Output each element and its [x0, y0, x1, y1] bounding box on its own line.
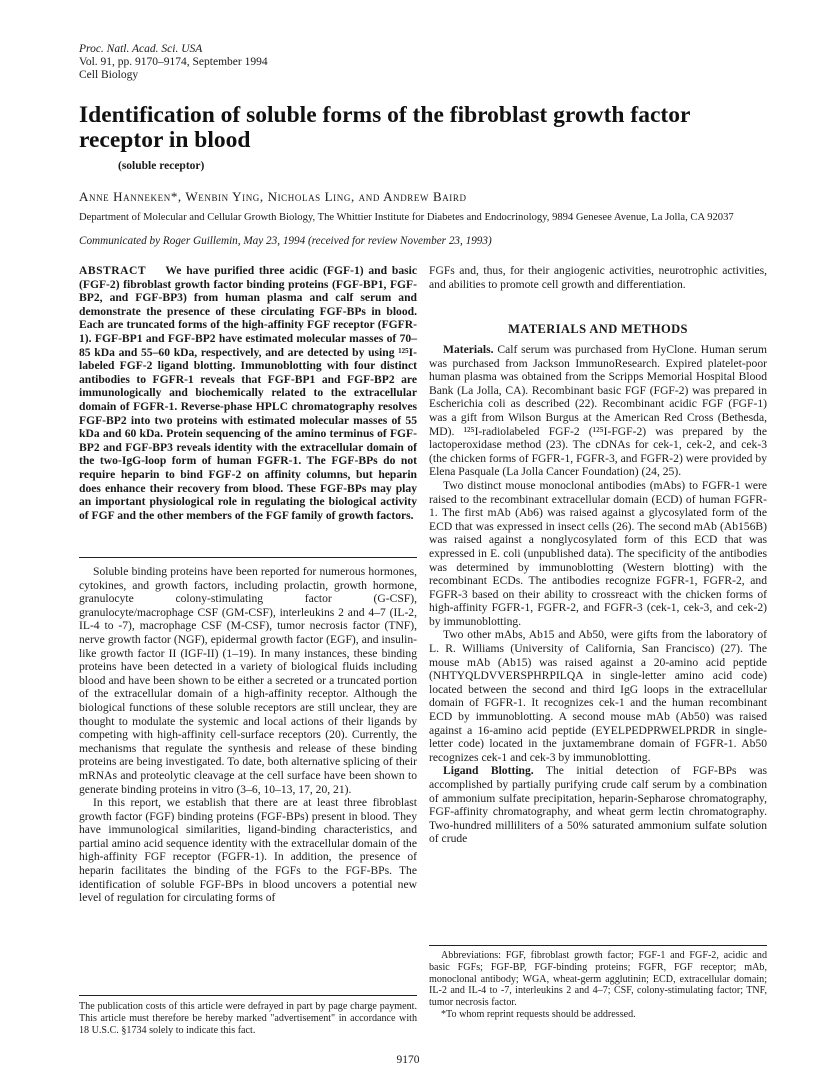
paper-title: Identification of soluble forms of the fibroblast growth factor receptor in blood	[79, 102, 690, 153]
methods-paragraph-3: Two other mAbs, Ab15 and Ab50, were gifts from the laboratory of L. R. Williams (University of California, San Francisco) (27). The mouse mAb (Ab15) was raised against a 20-amino acid peptide (NHTYQLDVVERSPHRPILQA in single-letter amino acid code) located between the second and third IgG loops in the extracellular domain of FGFR-1. It recognizes cek-1 and the human recombinant ECD by immunoblotting. A second mouse mAb (Ab50) was raised against a 16-amino acid peptide (EYELPEDPRWELPRDR in single-letter code) located in the juxtamembrane domain of FGFR-1. Ab50 recognizes cek-1 and cek-3 by immunoblotting.	[429, 628, 767, 764]
publication-cost-note: The publication costs of this article were defrayed in part by page charge payment. This article must therefore be hereby marked "advertisement" in accordance with 18 U.S.C. §1734 solely to indicate this fact.	[79, 1001, 417, 1036]
abstract-head: ABSTRACT	[79, 264, 147, 277]
journal-header	[79, 43, 268, 82]
communicated-by: Communicated by Roger Guillemin, May 23, 1994 (received for review November 23, 1993)	[79, 235, 492, 247]
journal-section: Cell Biology	[79, 69, 139, 81]
section-heading: MATERIALS AND METHODS	[508, 322, 688, 336]
ligand-blotting-lead: Ligand Blotting.	[443, 764, 534, 778]
authors: Anne Hanneken*, Wenbin Ying, Nicholas Ling, and Andrew Baird	[79, 189, 467, 204]
methods-paragraph-1: Materials. Calf serum was purchased from HyClone. Human serum was purchased from Jackson ImmunoResearch. Expired platelet-poor human plasma was obtained from the Scripps Memorial Hospital Blood Bank (La Jolla, CA). Recombinant basic FGF (FGF-2) was prepared in Escherichia coli as described (22). Recombinant acidic FGF (FGF-1) was a gift from Wilson Burgus at the American Red Cross (Bethesda, MD). ¹²⁵I-radiolabeled FGF-2 (¹²⁵I-FGF-2) was prepared by the lactoperoxidase method (23). The cDNAs for cek-1, cek-2, and cek-3 (the chicken forms of FGFR-1, FGFR-3, and FGFR-2) were provided by Elena Pasquale (La Jolla Cancer Foundation) (24, 25).	[429, 343, 767, 479]
affiliation: Department of Molecular and Cellular Growth Biology, The Whittier Institute for Diabetes and Endocrinology, 9894 Genesee Avenue, La Jolla, CA 92037	[79, 212, 734, 223]
footnote-divider-left	[79, 995, 417, 996]
methods-paragraph-2: Two distinct mouse monoclonal antibodies (mAbs) to FGFR-1 were raised to the recombinant extracellular domain (ECD) of human FGFR-1. The first mAb (Ab6) was raised against a glycosylated form of the ECD that was expressed in insect cells (26). The second mAb (Ab156B) was raised against a nonglycosylated form of this ECD that was expressed in E. coli (unpublished data). The specificity of the antibodies was determined by immunoblotting (Western blotting) with the recombinant ECDs. The antibodies recognize FGFR-1, FGFR-2, and FGFR-3 based on their ability to crossreact with the chicken forms of high-affinity FGFR-1, FGFR-2, and FGFR-3 (cek-1, cek-3, and cek-2) by immunoblotting.	[429, 478, 767, 628]
intro-paragraph-1: Soluble binding proteins have been reported for numerous hormones, cytokines, and growth factors, including prolactin, growth hormone, granulocyte colony-stimulating factor (G-CSF), granulocyte/macrophage CSF (GM-CSF), interleukins 2 and 4–7 (IL-2, IL-4 to -7), macrophage CSF (M-CSF), tumor necrosis factor (TNF), nerve growth factor (NGF), epidermal growth factor (EGF), and insulin-like growth factor II (IGF-II) (1–19). In many instances, these binding proteins have been detected in a variety of biological fluids including blood and have been shown to be either a secreted or a truncated portion of the extracellular domain of a high-affinity receptor. Although the biological functions of these soluble receptors are still unclear, they are thought to modulate the systemic and local actions of their ligands by competing with high-affinity cell-surface receptors (20). Currently, the mechanisms that regulate the synthesis and release of these binding proteins are being investigated. To date, both alternative splicing of their mRNAs and proteolytic cleavage at the cell surface have been shown to generate binding proteins in vitro (3–6, 10–13, 17, 20, 21).	[79, 565, 417, 796]
materials-lead: Materials.	[443, 343, 494, 356]
methods-paragraph-4: Ligand Blotting. The initial detection of FGF-BPs was accomplished by partially purifying crude calf serum by a combination of ammonium sulfate precipitation, heparin-Sepharose chromatography, FGF-affinity chromatography, and wheat germ lectin chromatography. Two-hundred milliliters of a 50% saturated ammonium sulfate solution of crude	[429, 764, 767, 846]
abbreviations-footnote: Abbreviations: FGF, fibroblast growth factor; FGF-1 and FGF-2, acidic and basic FGFs; FGF-BP, FGF-binding proteins; FGFR, FGF receptor; mAb, monoclonal antibody; WGA, wheat-germ agglutinin; ECD, extracellular domain; IL-2 and IL-4 to -7, interleukins 2 and 4–7; CSF, colony-stimulating factor; TNF, tumor necrosis factor.	[429, 950, 767, 1009]
introduction	[79, 565, 417, 905]
methods-section	[429, 343, 767, 846]
abstract-divider	[79, 557, 417, 558]
reprint-footnote: *To whom reprint requests should be addressed.	[441, 1008, 636, 1020]
journal-name: Proc. Natl. Acad. Sci. USA	[79, 43, 203, 55]
journal-volume: Vol. 91, pp. 9170–9174, September 1994	[79, 56, 268, 68]
footnotes	[429, 950, 767, 1021]
footnote-divider-right	[429, 945, 767, 946]
abstract	[79, 264, 417, 522]
keyword: (soluble receptor)	[118, 160, 205, 172]
abstract-text: We have purified three acidic (FGF-1) and basic (FGF-2) fibroblast growth factor binding proteins (FGF-BP1, FGF-BP2, and FGF-BP3) from human plasma and calf serum and demonstrate the presence of these circulating FGF-BPs in blood. Each are truncated forms of the high-affinity FGF receptor (FGFR-1). FGF-BP1 and FGF-BP2 have estimated molecular masses of 70–85 kDa and 55–60 kDa, respectively, and are detected by using ¹²⁵I-labeled FGF-2 ligand blotting. Immunoblotting with four distinct antibodies to FGFR-1 reveals that FGF-BP1 and FGF-BP2 are immunologically and biochemically related to the extracellular domain of FGFR-1. Reverse-phase HPLC chromatography resolves FGF-BP2 into two proteins with estimated molecular masses of 55 kDa and 60 kDa. Protein sequencing of the amino terminus of FGF-BP2 and FGF-BP3 reveals identity with the extracellular domain of the two-IgG-loop form of human FGFR-1. The FGF-BPs do not require heparin to bind FGF-2 on affinity columns, but heparin does enhance their recovery from blood. These FGF-BPs may play an important physiological role in regulating the biological activity of FGF and the other members of the FGF family of growth factors.	[79, 264, 417, 522]
intro-paragraph-2: In this report, we establish that there are at least three fibroblast growth factor (FGF) binding proteins (FGF-BPs) present in blood. They have immunological similarities, ligand-binding characteristics, and partial amino acid sequence identity with the extracellular domain of the high-affinity FGF receptor (FGFR-1). In addition, the presence of heparin facilitates the binding of the FGFs to the FGF-BPs. The identification of soluble FGF-BPs in blood uncovers a potential new level of regulation for circulating forms of	[79, 796, 417, 905]
page-number: 9170	[396, 1054, 420, 1066]
intro-continuation: FGFs and, thus, for their angiogenic activities, neurotrophic activities, and abilities to promote cell growth and differentiation.	[429, 264, 767, 291]
